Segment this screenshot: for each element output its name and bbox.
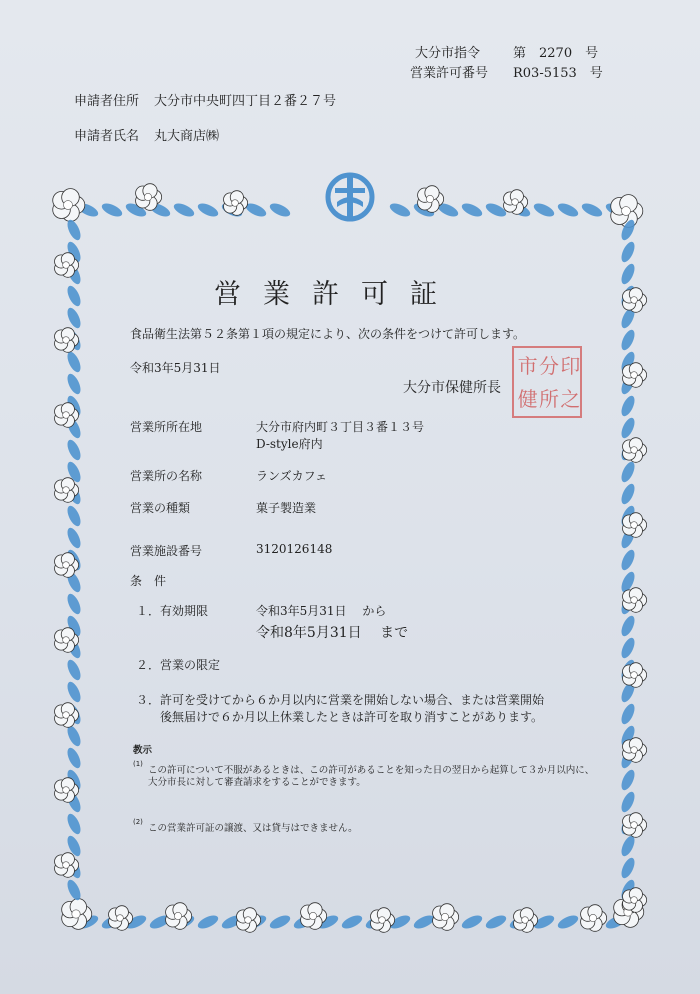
notice-2-line1: この営業許可証の譲渡、又は貸与はできません。 [148,823,358,834]
notice-1-line1: この許可について不服があるときは、この許可があることを知った日の翌日から起算して３か月以内に、 [148,765,595,776]
designation-number: 第 2270 号 [513,46,599,61]
shop-name-label: 営業所の名称 [130,469,203,483]
notice-heading: 教示 [133,745,153,756]
notice-1-number: (1) [133,760,143,768]
validity-from: 令和3年5月31日 から [256,604,387,618]
facility-number-label: 営業施設番号 [130,544,203,558]
location-label: 営業所所在地 [130,420,203,434]
issuer-name: 大分市保健所長 [403,380,501,396]
shop-name: ランズカフェ [256,469,328,483]
condition-3-line2: 後無届けで６か月以上休業したときは許可を取り消すことがあります。 [160,710,544,724]
conditions-heading: 条 件 [130,574,167,588]
facility-number: 3120126148 [256,542,333,556]
validity-label: １．有効期限 [136,604,209,618]
business-type-label: 営業の種類 [130,501,191,515]
page-title: 営業許可証 [214,279,459,310]
notice-1-line2: 大分市長に対して審査請求をすることができます。 [148,777,366,788]
official-seal: 市 健 分 所 印 之 [512,346,582,418]
applicant-address-label: 申請者住所 [74,94,140,109]
business-limit-label: ２．営業の限定 [136,658,221,672]
validity-to: 令和8年5月31日 まで [256,625,409,641]
permit-number-label: 営業許可番号 [410,66,489,81]
applicant-name: 丸大商店㈱ [154,129,220,144]
issue-date: 令和3年5月31日 [130,361,221,375]
condition-3-number: ３． [136,693,161,707]
notice-2-number: (2) [133,818,143,826]
location-line1: 大分市府内町３丁目３番１３号 [256,420,425,434]
location-line2: D-style府内 [256,437,323,451]
applicant-name-label: 申請者氏名 [74,129,140,144]
permit-number: R03-5153 号 [513,66,603,81]
business-type: 菓子製造業 [256,501,317,515]
condition-3-line1: 許可を受けてから６か月以内に営業を開始しない場合、または営業開始 [160,693,545,707]
designation-label: 大分市指令 [415,46,481,61]
applicant-address: 大分市中央町四丁目２番２７号 [154,94,337,109]
oita-city-emblem-icon [325,172,375,222]
lead-text: 食品衛生法第５２条第１項の規定により、次の条件をつけて許可します。 [130,327,526,341]
